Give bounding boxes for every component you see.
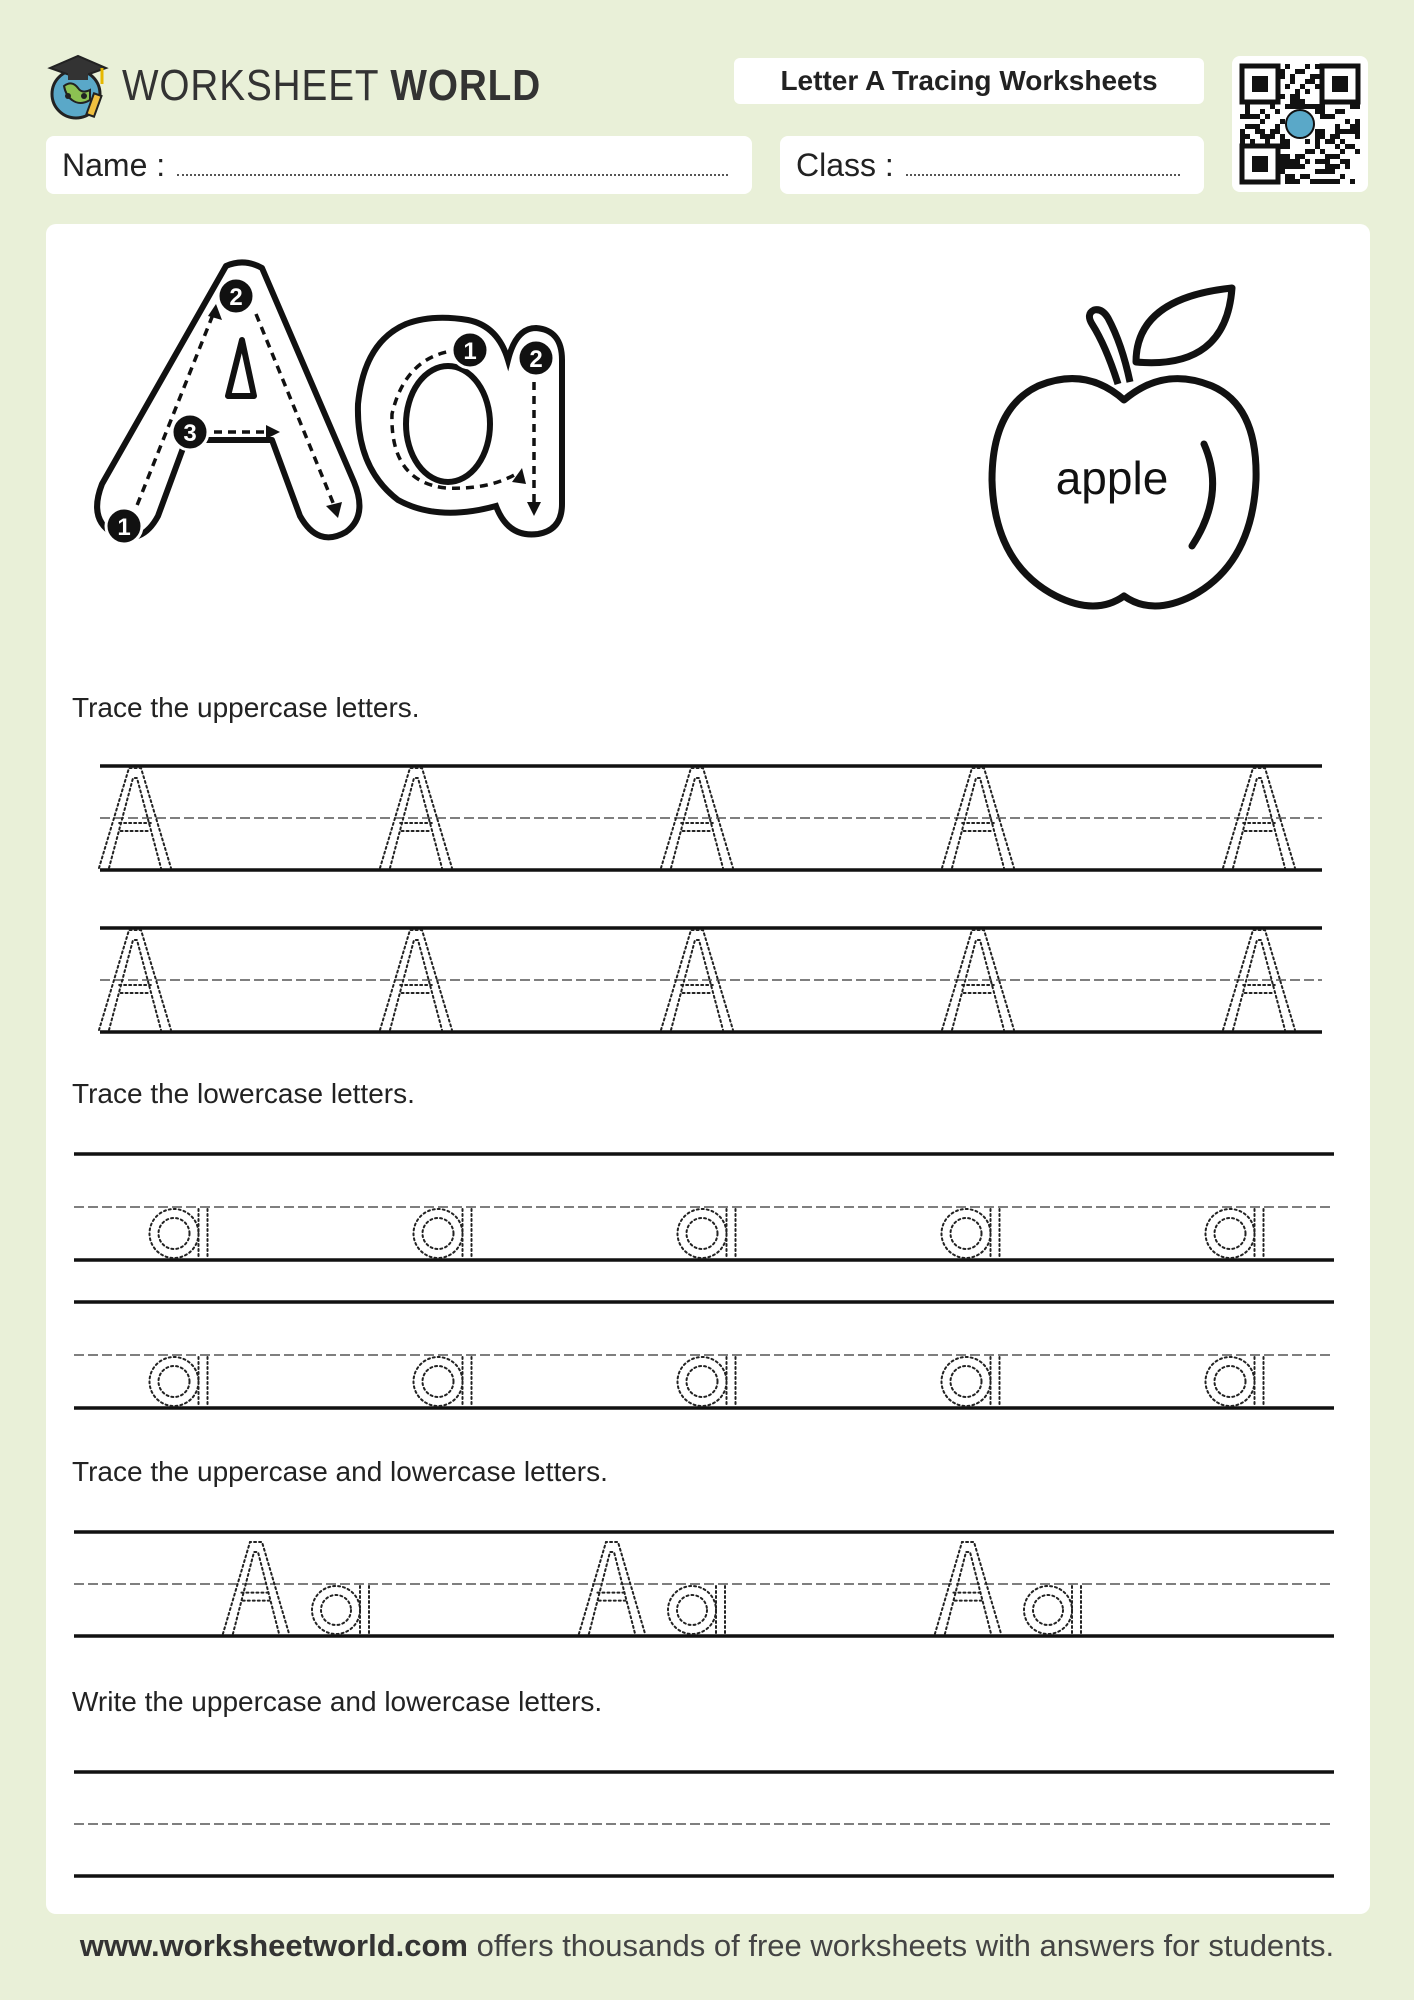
mixed-trace-lower-a-3-inner	[1033, 1595, 1063, 1625]
qr-module	[1305, 79, 1310, 84]
uppercase-trace-a-2-3-bar	[681, 985, 713, 993]
uppercase-trace-a-1-4	[942, 768, 1014, 868]
qr-module	[1280, 119, 1285, 124]
qr-module	[1290, 94, 1295, 99]
mixed-instruction: Trace the uppercase and lowercase letters.	[72, 1456, 608, 1487]
qr-module	[1330, 114, 1335, 119]
qr-module	[1295, 164, 1300, 169]
qr-module	[1335, 164, 1340, 169]
qr-module	[1300, 84, 1305, 89]
uppercase-trace-a-2-2	[380, 930, 452, 1030]
lowercase-trace-a-2-1	[150, 1357, 199, 1406]
qr-module	[1320, 109, 1325, 114]
qr-module	[1305, 149, 1310, 154]
qr-module	[1280, 154, 1285, 159]
qr-module	[1280, 144, 1285, 149]
uppercase-trace-a-2-3-inner	[671, 940, 723, 1030]
qr-module	[1315, 159, 1320, 164]
qr-module	[1350, 104, 1355, 109]
qr-module	[1310, 179, 1315, 184]
lowercase-trace-a-2-2-inner	[423, 1366, 454, 1397]
qr-module	[1350, 124, 1355, 129]
qr-module	[1295, 179, 1300, 184]
qr-module	[1355, 129, 1360, 134]
qr-module	[1325, 179, 1330, 184]
name-label: Name :	[62, 146, 166, 183]
lowercase-trace-a-1-1-stem	[199, 1209, 208, 1258]
uppercase-trace-a-2-1-inner	[109, 940, 161, 1030]
qr-module	[1265, 139, 1270, 144]
qr-module	[1345, 144, 1350, 149]
qr-module	[1305, 64, 1310, 69]
qr-module	[1355, 104, 1360, 109]
qr-module	[1260, 109, 1265, 114]
qr-module	[1275, 129, 1280, 134]
uppercase-trace-a-1-4-bar	[962, 823, 994, 831]
uppercase-trace-a-2-2-bar	[400, 985, 432, 993]
qr-module	[1240, 134, 1245, 139]
qr-module	[1315, 129, 1320, 134]
lowercase-trace-a-1-4	[942, 1209, 991, 1258]
qr-module	[1345, 129, 1350, 134]
name-field[interactable]	[46, 136, 752, 194]
lowercase-trace-a-1-3-stem	[727, 1209, 736, 1258]
qr-module	[1260, 119, 1265, 124]
qr-code	[1232, 56, 1368, 192]
lowercase-trace-a-2-5-stem	[1255, 1357, 1264, 1406]
qr-module	[1310, 74, 1315, 79]
write-instruction: Write the uppercase and lowercase letters.	[72, 1686, 603, 1717]
mixed-trace-lower-a-2	[668, 1586, 716, 1634]
lowercase-trace-a-1-2-inner	[423, 1218, 454, 1249]
qr-module	[1245, 104, 1250, 109]
qr-module	[1305, 159, 1310, 164]
qr-module	[1325, 139, 1330, 144]
qr-module	[1320, 149, 1325, 154]
qr-module	[1245, 134, 1250, 139]
lowercase-trace-a-2-4-inner	[951, 1366, 982, 1397]
qr-module	[1285, 64, 1290, 69]
qr-module	[1330, 164, 1335, 169]
qr-module	[1295, 99, 1300, 104]
mixed-trace-lower-a-2-stem	[716, 1586, 725, 1634]
uppercase-trace-a-2-5-bar	[1243, 985, 1275, 993]
brand-name-light: WORKSHEET	[122, 61, 379, 110]
qr-module	[1340, 174, 1345, 179]
qr-module	[1310, 149, 1315, 154]
qr-module	[1315, 134, 1320, 139]
lowercase-trace-a-1-2-stem	[463, 1209, 472, 1258]
qr-module	[1285, 144, 1290, 149]
lowercase-trace-a-2-4	[942, 1357, 991, 1406]
qr-module	[1330, 134, 1335, 139]
uppercase-trace-a-2-1	[99, 930, 171, 1030]
qr-module	[1255, 129, 1260, 134]
stroke-number-a-lower-1: 1	[463, 338, 477, 365]
qr-module	[1280, 164, 1285, 169]
qr-module	[1300, 164, 1305, 169]
lowercase-trace-a-2-5-inner	[1215, 1366, 1246, 1397]
qr-module	[1320, 114, 1325, 119]
qr-module	[1290, 104, 1295, 109]
qr-module	[1255, 124, 1260, 129]
qr-module	[1270, 104, 1275, 109]
uppercase-trace-a-1-5	[1223, 768, 1295, 868]
qr-finder-center-1	[1252, 76, 1268, 92]
class-write-line[interactable]	[906, 172, 1180, 176]
name-write-line[interactable]	[177, 172, 728, 176]
uppercase-trace-a-1-2-inner	[390, 778, 442, 868]
qr-module	[1295, 89, 1300, 94]
lowercase-trace-a-2-1-stem	[199, 1357, 208, 1406]
qr-module	[1290, 74, 1295, 79]
lowercase-trace-a-2-3	[678, 1357, 727, 1406]
qr-module	[1295, 104, 1300, 109]
uppercase-trace-a-1-3-inner	[671, 778, 723, 868]
lowercase-trace-a-2-2-stem	[463, 1357, 472, 1406]
qr-module	[1280, 94, 1285, 99]
uppercase-trace-a-2-4-bar	[962, 985, 994, 993]
qr-module	[1285, 174, 1290, 179]
qr-module	[1260, 134, 1265, 139]
qr-module	[1315, 64, 1320, 69]
qr-module	[1355, 134, 1360, 139]
uppercase-trace-a-1-2	[380, 768, 452, 868]
qr-module	[1335, 129, 1340, 134]
uppercase-trace-a-2-3	[661, 930, 733, 1030]
qr-module	[1300, 154, 1305, 159]
qr-module	[1350, 144, 1355, 149]
qr-module	[1280, 69, 1285, 74]
qr-module	[1280, 74, 1285, 79]
uppercase-trace-a-1-1	[99, 768, 171, 868]
qr-module	[1350, 129, 1355, 134]
qr-module	[1340, 109, 1345, 114]
stroke-number-a-lower-2: 2	[529, 346, 543, 373]
qr-module	[1350, 179, 1355, 184]
qr-finder-center-2	[1332, 76, 1348, 92]
qr-module	[1340, 139, 1345, 144]
mixed-trace-upper-a-1-inner	[233, 1552, 279, 1634]
qr-module	[1245, 109, 1250, 114]
qr-module	[1305, 89, 1310, 94]
qr-module	[1335, 144, 1340, 149]
qr-module	[1330, 154, 1335, 159]
footer-tagline: offers thousands of free worksheets with answers for students.	[468, 1928, 1335, 1963]
lowercase-trace-a-1-3	[678, 1209, 727, 1258]
apple-icon	[986, 274, 1286, 634]
mixed-trace-upper-a-3-inner	[945, 1552, 991, 1634]
qr-module	[1285, 104, 1290, 109]
uppercase-trace-a-2-1-bar	[119, 985, 151, 993]
qr-module	[1285, 164, 1290, 169]
lowercase-trace-a-2-1-inner	[159, 1366, 190, 1397]
qr-module	[1295, 94, 1300, 99]
qr-module	[1320, 134, 1325, 139]
qr-module	[1325, 114, 1330, 119]
qr-module	[1240, 129, 1245, 134]
lowercase-trace-a-2-5	[1206, 1357, 1255, 1406]
qr-module	[1290, 164, 1295, 169]
mixed-trace-upper-a-3	[935, 1542, 1001, 1634]
lowercase-trace-a-2-2	[414, 1357, 463, 1406]
letter-stroke-guide	[76, 254, 696, 624]
mixed-trace-upper-a-1	[223, 1542, 289, 1634]
uppercase-trace-a-1-5-bar	[1243, 823, 1275, 831]
qr-module	[1335, 124, 1340, 129]
uppercase-trace-a-1-3	[661, 768, 733, 868]
qr-module	[1355, 124, 1360, 129]
qr-module	[1340, 149, 1345, 154]
brand-name-bold: WORLD	[390, 61, 542, 110]
qr-module	[1315, 104, 1320, 109]
lowercase-trace-a-1-5	[1206, 1209, 1255, 1258]
class-label: Class :	[796, 146, 894, 183]
qr-module	[1245, 114, 1250, 119]
mixed-trace-upper-a-2-inner	[589, 1552, 635, 1634]
qr-module	[1285, 84, 1290, 89]
qr-module	[1290, 174, 1295, 179]
qr-module	[1285, 179, 1290, 184]
qr-module	[1330, 169, 1335, 174]
mixed-trace-upper-a-3-bar	[953, 1593, 982, 1601]
qr-module	[1265, 134, 1270, 139]
lowercase-trace-a-1-5-stem	[1255, 1209, 1264, 1258]
qr-module	[1325, 164, 1330, 169]
qr-module	[1315, 144, 1320, 149]
qr-module	[1315, 179, 1320, 184]
qr-module	[1280, 134, 1285, 139]
uppercase-instruction: Trace the uppercase letters.	[72, 692, 420, 723]
uppercase-trace-a-1-4-inner	[952, 778, 1004, 868]
qr-module	[1285, 139, 1290, 144]
qr-module	[1315, 139, 1320, 144]
lowercase-trace-a-2-3-inner	[687, 1366, 718, 1397]
stroke-number-a-1: 1	[117, 514, 131, 541]
mixed-trace-upper-a-2	[579, 1542, 645, 1634]
mixed-trace-lower-a-1-stem	[360, 1586, 369, 1634]
stroke-number-a-3: 3	[183, 420, 197, 447]
picture-word: apple	[1055, 452, 1169, 504]
qr-module	[1355, 119, 1360, 124]
mixed-trace-lower-a-2-inner	[677, 1595, 707, 1625]
lowercase-trace-a-1-1	[150, 1209, 199, 1258]
qr-module	[1315, 169, 1320, 174]
qr-logo-icon	[1286, 110, 1314, 138]
qr-module	[1275, 124, 1280, 129]
qr-module	[1315, 84, 1320, 89]
footer-site-link[interactable]: www.worksheetworld.com	[79, 1928, 468, 1963]
qr-module	[1345, 164, 1350, 169]
qr-module	[1325, 154, 1330, 159]
qr-module	[1245, 124, 1250, 129]
qr-module	[1320, 169, 1325, 174]
qr-module	[1335, 179, 1340, 184]
qr-module	[1255, 114, 1260, 119]
qr-module	[1310, 79, 1315, 84]
qr-module	[1325, 169, 1330, 174]
qr-module	[1250, 114, 1255, 119]
qr-module	[1330, 139, 1335, 144]
qr-module	[1330, 179, 1335, 184]
qr-module	[1335, 109, 1340, 114]
qr-module	[1265, 114, 1270, 119]
qr-module	[1320, 104, 1325, 109]
uppercase-trace-a-1-2-bar	[400, 823, 432, 831]
qr-module	[1285, 154, 1290, 159]
qr-module	[1285, 159, 1290, 164]
qr-module	[1270, 134, 1275, 139]
mixed-trace-lower-a-3-stem	[1072, 1586, 1081, 1634]
qr-module	[1315, 109, 1320, 114]
qr-module	[1240, 139, 1245, 144]
qr-module	[1250, 124, 1255, 129]
qr-module	[1340, 159, 1345, 164]
class-field[interactable]	[780, 136, 1204, 194]
lowercase-trace-a-1-4-inner	[951, 1218, 982, 1249]
mixed-trace-lower-a-1	[312, 1586, 360, 1634]
qr-module	[1310, 104, 1315, 109]
qr-module	[1290, 159, 1295, 164]
uppercase-trace-a-2-5-inner	[1233, 940, 1285, 1030]
qr-module	[1295, 159, 1300, 164]
lowercase-trace-a-1-3-inner	[687, 1218, 718, 1249]
lowercase-trace-a-2-4-stem	[991, 1357, 1000, 1406]
qr-module	[1300, 99, 1305, 104]
lowercase-trace-a-1-2	[414, 1209, 463, 1258]
lowercase-trace-a-1-5-inner	[1215, 1218, 1246, 1249]
qr-finder-center-3	[1252, 156, 1268, 172]
mixed-trace-upper-a-2-bar	[597, 1593, 626, 1601]
lowercase-trace-a-1-1-inner	[159, 1218, 190, 1249]
globe-mascot-icon	[46, 50, 110, 122]
qr-module	[1340, 129, 1345, 134]
qr-module	[1290, 79, 1295, 84]
qr-module	[1335, 134, 1340, 139]
qr-module	[1295, 154, 1300, 159]
qr-module	[1270, 129, 1275, 134]
qr-module	[1290, 99, 1295, 104]
worksheet-title: Letter A Tracing Worksheets	[734, 58, 1204, 104]
lowercase-trace-a-2-3-stem	[727, 1357, 736, 1406]
qr-module	[1295, 69, 1300, 74]
uppercase-trace-a-2-2-inner	[390, 940, 442, 1030]
mixed-trace-lower-a-1-inner	[321, 1595, 351, 1625]
qr-module	[1320, 159, 1325, 164]
qr-module	[1305, 104, 1310, 109]
qr-module	[1280, 169, 1285, 174]
uppercase-trace-a-1-1-bar	[119, 823, 151, 831]
qr-module	[1345, 159, 1350, 164]
qr-module	[1325, 159, 1330, 164]
qr-module	[1345, 119, 1350, 124]
uppercase-trace-a-1-1-inner	[109, 778, 161, 868]
brand-logo	[46, 46, 598, 126]
lowercase-instruction: Trace the lowercase letters.	[72, 1078, 415, 1109]
uppercase-trace-a-2-4-inner	[952, 940, 1004, 1030]
mixed-trace-upper-a-1-bar	[241, 1593, 270, 1601]
qr-module	[1280, 139, 1285, 144]
qr-module	[1305, 174, 1310, 179]
qr-module	[1305, 139, 1310, 144]
lowercase-trace-a-1-4-stem	[991, 1209, 1000, 1258]
qr-module	[1335, 154, 1340, 159]
mixed-trace-lower-a-3	[1024, 1586, 1072, 1634]
qr-module	[1355, 149, 1360, 154]
qr-module	[1280, 159, 1285, 164]
qr-module	[1300, 69, 1305, 74]
uppercase-trace-a-2-4	[942, 930, 1014, 1030]
uppercase-trace-a-2-5	[1223, 930, 1295, 1030]
qr-module	[1275, 109, 1280, 114]
qr-module	[1240, 114, 1245, 119]
qr-module	[1290, 179, 1295, 184]
qr-module	[1320, 129, 1325, 134]
qr-module	[1320, 179, 1325, 184]
qr-module	[1315, 74, 1320, 79]
qr-module	[1250, 139, 1255, 144]
uppercase-trace-a-1-5-inner	[1233, 778, 1285, 868]
uppercase-trace-a-1-3-bar	[681, 823, 713, 831]
worksheet-panel	[46, 224, 1370, 1914]
qr-module	[1300, 174, 1305, 179]
qr-module	[1260, 129, 1265, 134]
qr-module	[1300, 104, 1305, 109]
stroke-number-a-2: 2	[229, 284, 243, 311]
footer	[0, 1928, 1414, 1964]
